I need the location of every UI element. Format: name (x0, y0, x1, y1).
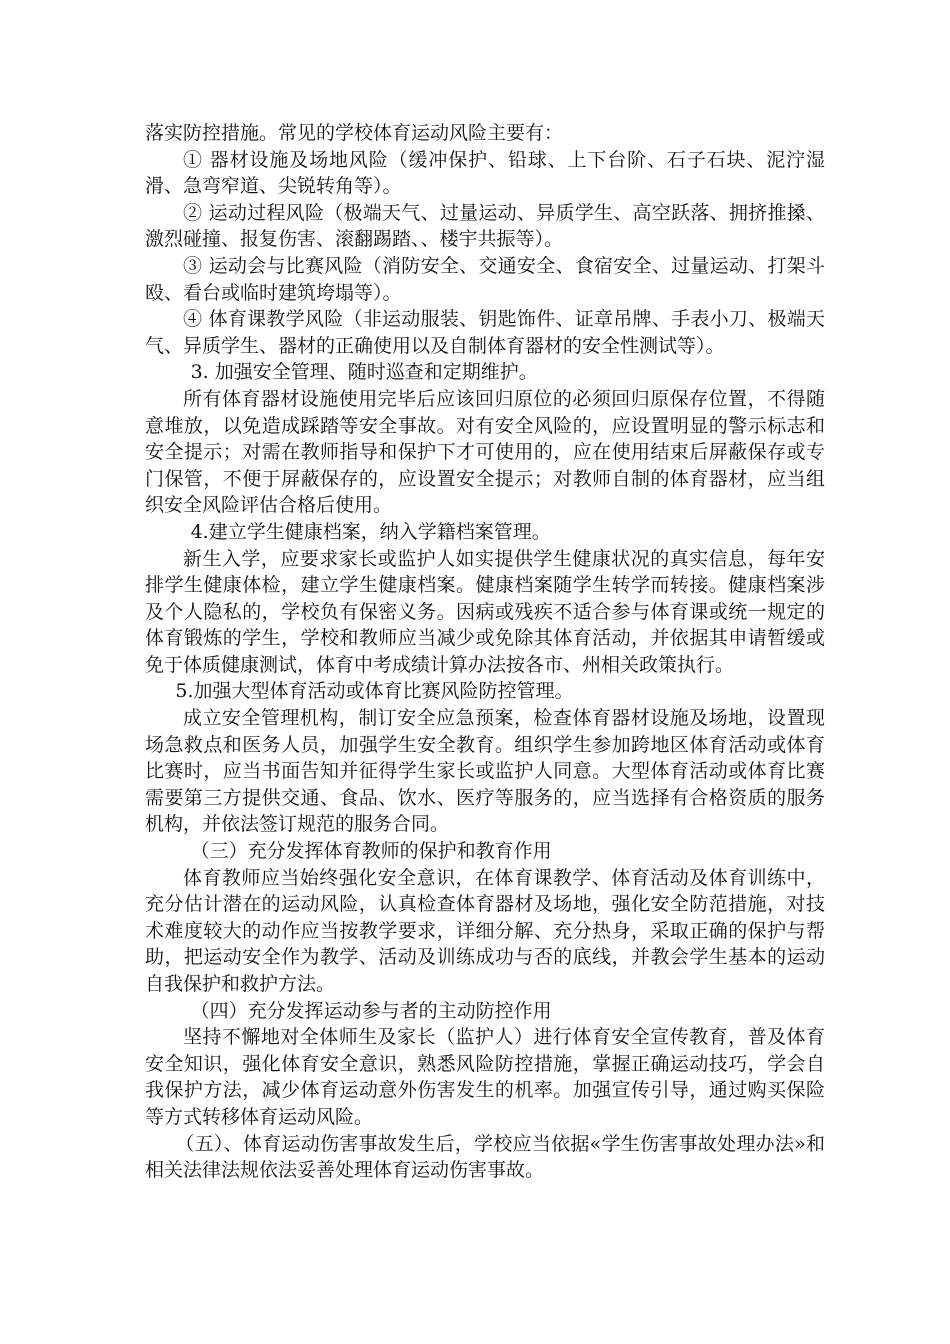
paragraph-teachers: 体育教师应当始终强化安全意识，在体育课教学、体育活动及体育训练中，充分估计潜在的运动风险，认真检查体育器材及场地，强化安全防范措施，对技术难度较大的动作应当按教学要求，详细分解、充分热身，采取正确的保护与帮助，把运动安全作为教学、活动及训练成功与否的底线，并教会学生基本的运动自我保护和救护方法。 (145, 866, 825, 995)
risk-item-3: ③ 运动会与比赛风险（消防安全、交通安全、食宿安全、过量运动、打架斗殴、看台或临时建筑垮塌等）。 (145, 254, 825, 304)
risk-item-2: ② 运动过程风险（极端天气、过量运动、异质学生、高空跃落、拥挤推搡、激烈碰撞、报复伤害、滚翻踢踏、、楼宇共振等）。 (145, 201, 825, 251)
section-heading-5: 5.加强大型体育活动或体育比赛风险防控管理。 (175, 680, 574, 703)
risk-item-1: ① 器材设施及场地风险（缓冲保护、铅球、上下台阶、石子石块、泥泞湿滑、急弯窄道、尖锐转角等）。 (145, 148, 825, 198)
document-body (145, 120, 825, 1184)
risk-item-4: ④ 体育课教学风险（非运动服装、钥匙饰件、证章吊牌、手表小刀、极端天气、异质学生、器材的正确使用以及自制体育器材的安全性测试等）。 (145, 308, 825, 357)
paragraph-accident-handling: （五）、体育运动伤害事故发生后，学校应当依据«学生伤害事故处理办法»和相关法律法规依法妥善处理体育运动伤害事故。 (145, 1132, 825, 1182)
paragraph-equipment: 所有体育器材设施使用完毕后应该回归原位的必须回归原保存位置，不得随意堆放，以免造成踩踏等安全事故。对有安全风险的，应设置明显的警示标志和安全提示；对需在教师指导和保护下才可使用的，应在使用结束后屏蔽保存或专门保管，不便于屏蔽保存的，应设置安全提示；对教师自制的体育器材，应当组织安全风险评估合格后使用。 (145, 387, 825, 517)
section-heading-teachers: （三）充分发挥体育教师的保护和教育作用 (190, 840, 552, 863)
paragraph-events: 成立安全管理机构，制订安全应急预案，检查体育器材设施及场地，设置现场急救点和医务人员，加强学生安全教育。组织学生参加跨地区体育活动或体育比赛时，应当书面告知并征得学生家长或监护人同意。大型体育活动或体育比赛需要第三方提供交通、食品、饮水、医疗等服务的，应当选择有合格资质的服务机构，并依法签订规范的服务合同。 (145, 707, 825, 836)
section-heading-participants: （四）充分发挥运动参与者的主动防控作用 (190, 999, 552, 1022)
paragraph-participants: 坚持不懈地对全体师生及家长（监护人）进行体育安全宣传教育，普及体育安全知识，强化体育安全意识，熟悉风险防控措施，掌握正确运动技巧，学会自我保护方法，减少体育运动意外伤害发生的机率。加强宣传引导，通过购买保险等方式转移体育运动风险。 (145, 1026, 825, 1128)
section-heading-3: 3. 加强安全管理、随时巡查和定期维护。 (190, 361, 538, 384)
section-heading-4: 4.建立学生健康档案，纳入学籍档案管理。 (190, 520, 551, 543)
paragraph-health-records: 新生入学，应要求家长或监护人如实提供学生健康状况的真实信息，每年安排学生健康体检，建立学生健康档案。健康档案随学生转学而转接。健康档案涉及个人隐私的，学校负有保密义务。因病或残疾不适合参与体育课或统一规定的体育锻炼的学生，学校和教师应当减少或免除其体育活动，并依据其申请暂缓或免于体质健康测试，体育中考成绩计算办法按各市、州相关政策执行。 (145, 547, 825, 676)
paragraph-intro: 落实防控措施。常见的学校体育运动风险主要有： (145, 122, 564, 144)
